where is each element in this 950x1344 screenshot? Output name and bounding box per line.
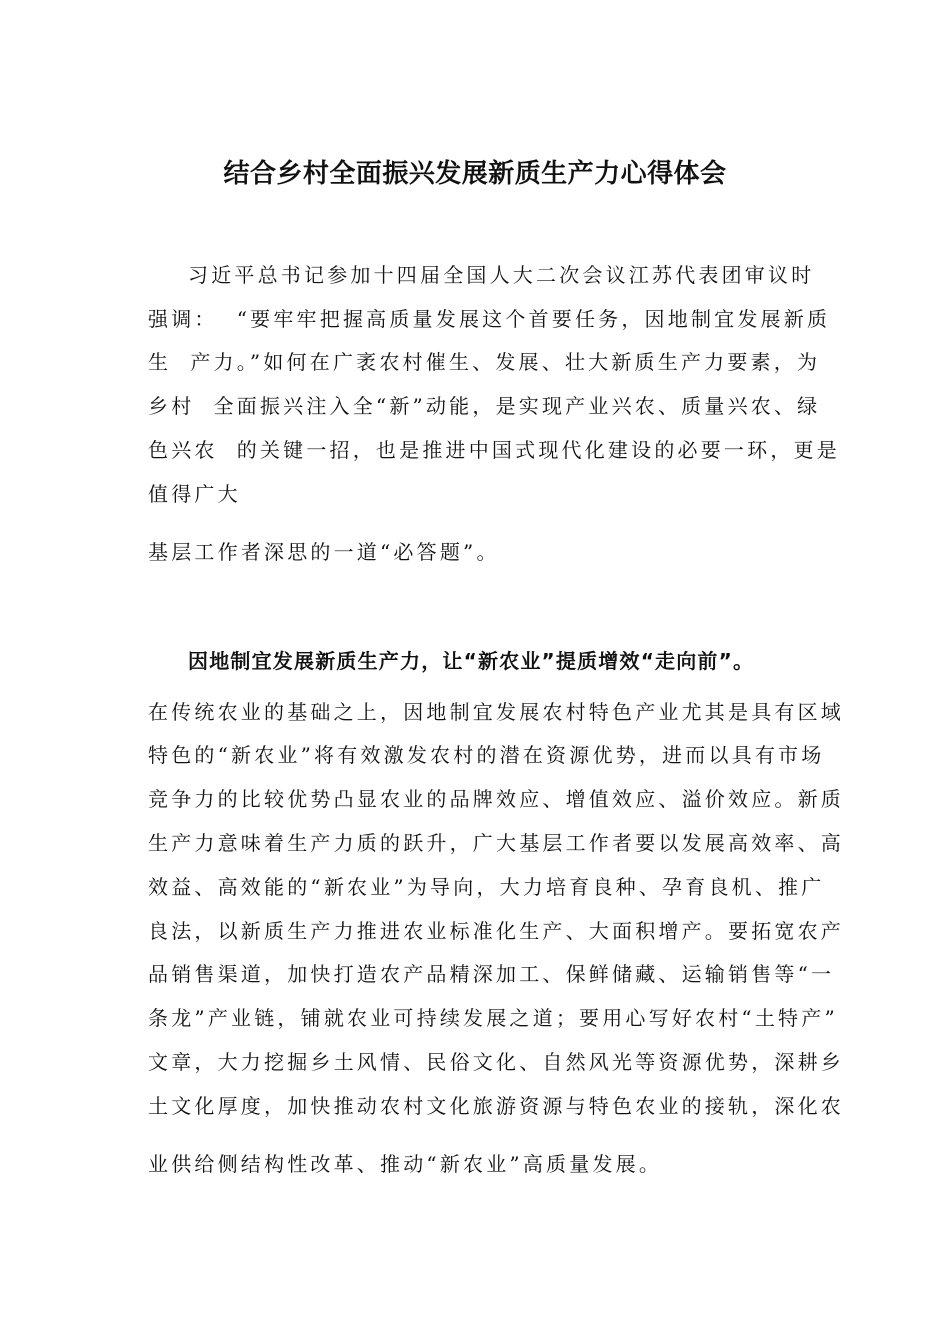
- intro-line-4: 乡村 全面振兴注入全“新”动能，是实现产业兴农、质量兴农、绿: [148, 394, 821, 418]
- intro-line-1: 习近平总书记参加十四届全国人大二次会议江苏代表团审议时: [188, 263, 815, 287]
- section-line-3: 竞争力的比较优势凸显农业的品牌效应、增值效应、溢价效应。新质: [148, 787, 844, 811]
- section-line-8: 条龙”产业链，铺就农业可持续发展之道；要用心写好农村“土特产”: [148, 1006, 838, 1030]
- section-line-9: 文章，大力挖掘乡土风情、民俗文化、自然风光等资源优势，深耕乡: [148, 1050, 844, 1074]
- intro-line-5: 色兴农 的关键一招，也是推进中国式现代化建设的必要一环，更是: [148, 438, 840, 462]
- section-line-10: 土文化厚度，加快推动农村文化旅游资源与特色农业的接轨，深化农: [148, 1094, 844, 1118]
- section-line-4: 生产力意味着生产力质的跃升，广大基层工作者要以发展高效率、高: [148, 831, 844, 855]
- intro-line-2: 强调： “要牢牢把握高质量发展这个首要任务，因地制宜发展新质: [148, 307, 831, 331]
- intro-line-6: 值得广大: [148, 482, 241, 506]
- intro-line-3: 生 产力。”如何在广袤农村催生、发展、壮大新质生产力要素，为: [148, 350, 821, 374]
- section-line-5: 效益、高效能的“新农业”为导向，大力培育良种、孕育良机、推广: [148, 875, 825, 899]
- section-line-11: 业供给侧结构性改革、推动“新农业”高质量发展。: [148, 1152, 663, 1176]
- intro-line-7: 基层工作者深思的一道“必答题”。: [148, 540, 500, 564]
- section-line-7: 品销售渠道，加快打造农产品精深加工、保鲜储藏、运输销售等“一: [148, 962, 835, 986]
- section-line-6: 良法，以新质生产力推进农业标准化生产、大面积增产。要拓宽农产: [148, 919, 844, 943]
- section-line-2: 特色的“新农业”将有效激发农村的潜在资源优势，进而以具有市场: [148, 743, 825, 767]
- section-line-1: 在传统农业的基础之上，因地制宜发展农村特色产业尤其是具有区域: [148, 700, 844, 724]
- section-heading: 因地制宜发展新质生产力，让“新农业”提质增效“走向前”。: [188, 649, 755, 673]
- document-title: 结合乡村全面振兴发展新质生产力心得体会: [223, 159, 727, 189]
